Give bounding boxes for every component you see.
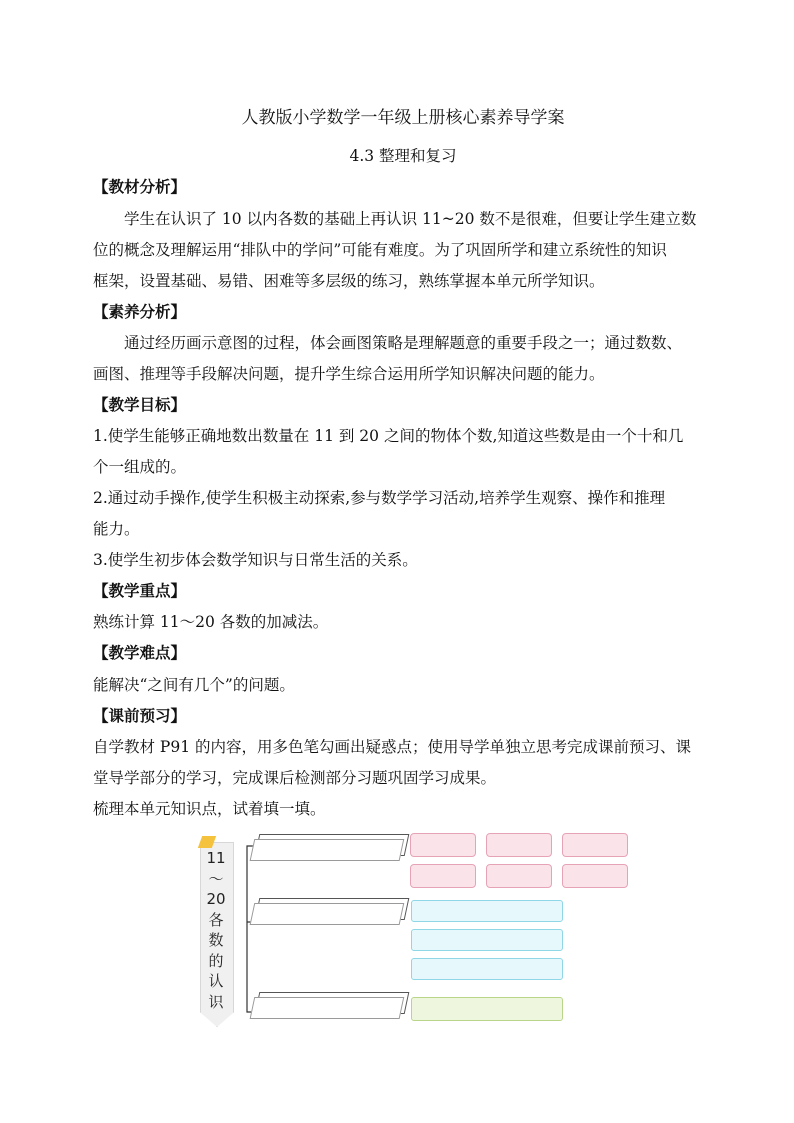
paragraph-line: 梳理本单元知识点，试着填一填。 [93,800,326,818]
answer-box[interactable] [486,864,552,888]
branch-lines [239,844,269,1014]
section-heading-key-points: 【教学重点】 [93,581,187,600]
paragraph-line: 框架，设置基础、易错、困难等多层级的练习，熟练掌握本单元所学知识。 [93,272,605,290]
paragraph-line: 能解决“之间有几个”的问题。 [93,676,295,694]
answer-box[interactable] [411,929,563,951]
knowledge-map-diagram [195,830,635,1030]
goal-line: 3.使学生初步体会数学知识与日常生活的关系。 [93,551,418,569]
section-heading-literacy-analysis: 【素养分析】 [93,302,187,321]
goal-line: 1.使学生能够正确地数出数量在 11 到 20 之间的物体个数,知道这些数是由一个十和几 [93,427,684,445]
goal-line: 2.通过动手操作,使学生积极主动探索,参与数学学习活动,培养学生观察、操作和推理 [93,489,666,507]
topic-label: 11 ～ 20 各 数 的 认 识 [206,849,226,1011]
paragraph-line: 位的概念及理解运用“排队中的学问”可能有难度。为了巩固所学和建立系统性的知识 [93,241,667,259]
branch-node-3 [255,992,410,1014]
section-heading-textbook-analysis: 【教材分析】 [93,177,187,196]
answer-box[interactable] [410,864,476,888]
section-heading-difficulties: 【教学难点】 [93,643,187,662]
paragraph-line: 学生在认识了 10 以内各数的基础上再认识 11~20 数不是很难，但要让学生建立数 [124,210,697,228]
paragraph-line: 堂导学部分的学习，完成课后检测部分习题巩固学习成果。 [93,769,497,787]
answer-box[interactable] [562,833,628,857]
answer-box[interactable] [411,958,563,980]
branch-node-2 [255,898,410,920]
answer-box[interactable] [562,864,628,888]
section-heading-teaching-goals: 【教学目标】 [93,395,187,414]
lesson-title: 4.3 整理和复习 [349,147,457,165]
answer-box[interactable] [411,997,563,1021]
answer-box[interactable] [410,833,476,857]
paragraph-line: 熟练计算 11～20 各数的加减法。 [93,613,329,631]
goal-line: 能力。 [93,520,140,538]
answer-box[interactable] [486,833,552,857]
goal-line: 个一组成的。 [93,458,187,476]
section-heading-preview: 【课前预习】 [93,706,187,725]
document-title: 人教版小学数学一年级上册核心素养导学案 [241,108,565,128]
paragraph-line: 画图、推理等手段解决问题，提升学生综合运用所学知识解决问题的能力。 [93,365,605,383]
paragraph-line: 通过经历画示意图的过程，体会画图策略是理解题意的重要手段之一；通过数数、 [124,334,683,352]
answer-box[interactable] [411,900,563,922]
branch-node-1 [255,834,410,856]
paragraph-line: 自学教材 P91 的内容，用多色笔勾画出疑惑点；使用导学单独立思考完成课前预习、课 [93,738,692,756]
